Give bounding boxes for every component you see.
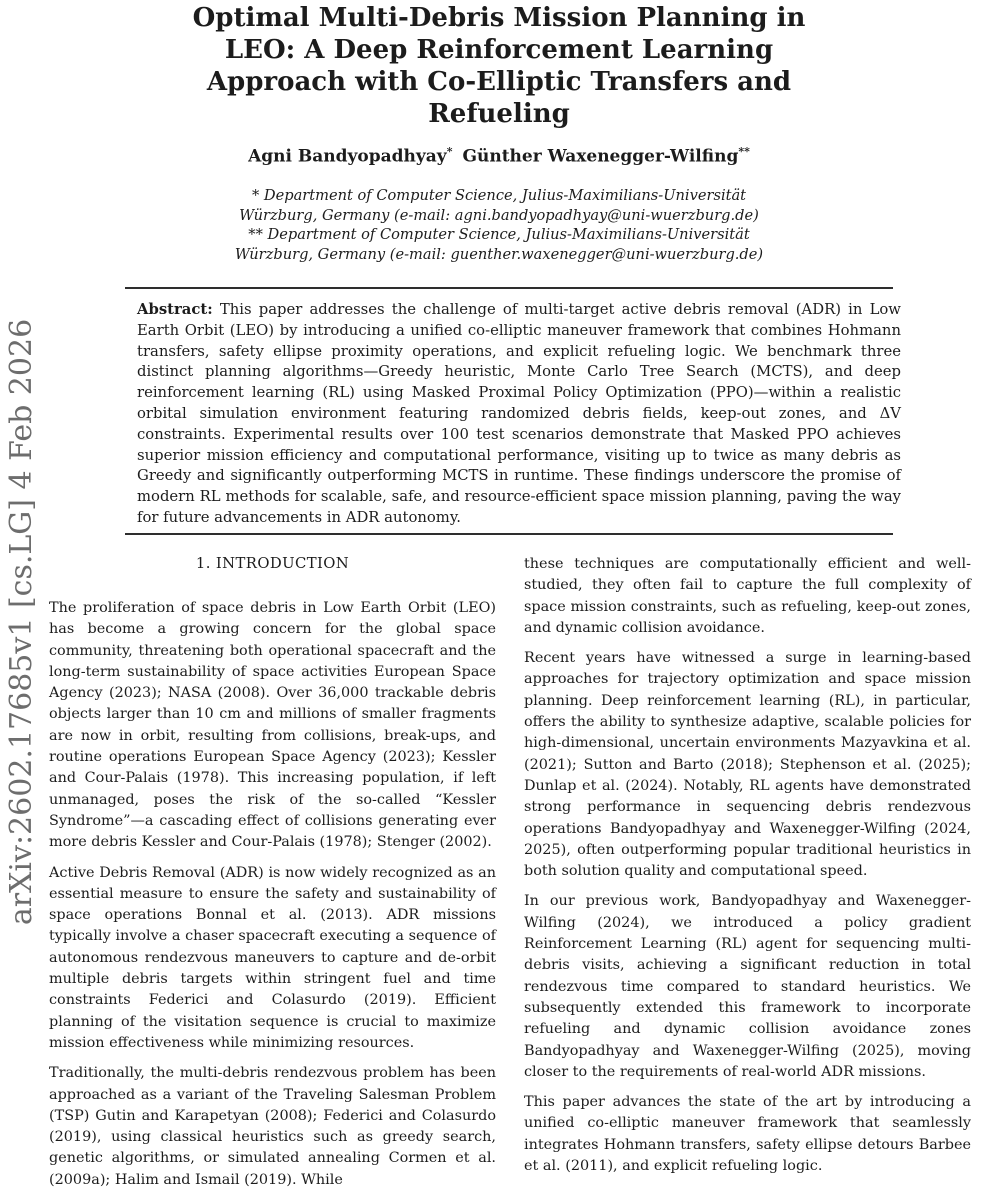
author-name: Günther Waxenegger-Wilfing	[462, 146, 739, 167]
section-heading-introduction: 1. INTRODUCTION	[195, 555, 350, 572]
abstract-bottom-rule	[125, 533, 893, 535]
body-paragraph: Recent years have witnessed a surge in learning-based approaches for trajectory optimization and space mission planning. Deep reinforcement learning (RL), in particular, offers the ability to synthesize adaptive, scalable policies for high-dimensional, uncertain environments Mazyavkina et al. (2021); Sutton and Barto (2018); Stephenson et al. (2025); Dunlap et al. (2024). Notably, RL agents have demonstrated strong performance in sequencing debris rendezvous operations Bandyopadhyay and Waxenegger-Wilfing (2024, 2025), often outperforming popular traditional heuristics in both solution quality and computational speed.	[524, 650, 971, 880]
title-line: Approach with Co-Elliptic Transfers and	[206, 67, 792, 97]
affiliation-line: Würzburg, Germany (e-mail: guenther.waxenegger@uni-wuerzburg.de)	[234, 245, 764, 263]
paper-title	[0, 2, 998, 130]
title-line: Refueling	[428, 99, 570, 129]
abstract-paragraph	[137, 300, 901, 529]
title-line: LEO: A Deep Reinforcement Learning	[224, 35, 774, 65]
right-column	[524, 554, 971, 1200]
abstract-text: This paper addresses the challenge of multi-target active debris removal (ADR) in Low Earth Orbit (LEO) by introducing a unified co-elliptic maneuver framework that combines Hohmann transfers, safety ellipse proximity operations, and explicit refueling logic. We benchmark three distinct planning algorithms—Greedy heuristic, Monte Carlo Tree Search (MCTS), and deep reinforcement learning (RL) using Masked Proximal Policy Optimization (PPO)—within a realistic orbital simulation environment featuring randomized debris fields, keep-out zones, and ΔV constraints. Experimental results over 100 test scenarios demonstrate that Masked PPO achieves superior mission efficiency and computational performance, visiting up to twice as many debris as Greedy and significantly outperforming MCTS in runtime. These findings underscore the promise of modern RL methods for scalable, safe, and resource-efficient space mission planning, paving the way for future advancements in ADR autonomy.	[137, 301, 901, 526]
body-paragraph: In our previous work, Bandyopadhyay and Waxenegger-Wilfing (2024), we introduced a policy gradient Reinforcement Learning (RL) agent for sequencing multi-debris visits, achieving a significant reduction in total rendezvous time compared to standard heuristics. We subsequently extended this framework to incorporate refueling and dynamic collision avoidance zones Bandyopadhyay and Waxenegger-Wilfing (2025), moving closer to the requirements of real-world ADR missions.	[524, 893, 971, 1080]
affiliation-line: * Department of Computer Science, Julius-Maximilians-Universität	[251, 187, 747, 204]
authors-line	[0, 145, 998, 167]
affiliation-line: ** Department of Computer Science, Julius-Maximilians-Universität	[248, 226, 750, 243]
left-column	[49, 554, 496, 1200]
body-paragraph: Traditionally, the multi-debris rendezvous problem has been approached as a variant of the Traveling Salesman Problem (TSP) Gutin and Karapetyan (2008); Federici and Colasurdo (2019), using classical heuristics such as greedy search, genetic algorithms, or simulated annealing Cormen et al. (2009a); Halim and Ismail (2019). While	[49, 1065, 496, 1188]
title-line: Optimal Multi-Debris Mission Planning in	[192, 3, 806, 33]
author-mark: **	[738, 145, 750, 158]
author-mark: *	[446, 145, 453, 158]
author-name: Agni Bandyopadhyay	[248, 146, 447, 167]
abstract-top-rule	[125, 287, 893, 289]
affiliation-line: Würzburg, Germany (e-mail: agni.bandyopadhyay@uni-wuerzburg.de)	[239, 206, 759, 224]
two-column-body	[49, 554, 971, 1200]
body-paragraph: Active Debris Removal (ADR) is now widely recognized as an essential measure to ensure the safety and sustainability of space operations Bonnal et al. (2013). ADR missions typically involve a chaser spacecraft executing a sequence of autonomous rendezvous maneuvers to capture and de-orbit multiple debris targets within stringent fuel and time constraints Federici and Colasurdo (2019). Efficient planning of the visitation sequence is crucial to maximize mission effectiveness while minimizing resources.	[49, 864, 496, 1051]
body-paragraph: these techniques are computationally efficient and well-studied, they often fail to capture the full complexity of space mission constraints, such as refueling, keep-out zones, and dynamic collision avoidance.	[524, 556, 971, 636]
body-paragraph: The proliferation of space debris in Low Earth Orbit (LEO) has become a growing concern for the global space community, threatening both operational spacecraft and the long-term sustainability of space activities European Space Agency (2023); NASA (2008). Over 36,000 trackable debris objects larger than 10 cm and millions of smaller fragments are now in orbit, resulting from collisions, break-ups, and routine operations European Space Agency (2023); Kessler and Cour-Palais (1978). This increasing population, if left unmanaged, poses the risk of the so-called “Kessler Syndrome”—a cascading effect of collisions generating ever more debris Kessler and Cour-Palais (1978); Stenger (2002).	[49, 600, 496, 851]
body-paragraph: This paper advances the state of the art by introducing a unified co-elliptic maneuver framework that seamlessly integrates Hohmann transfers, safety ellipse detours Barbee et al. (2011), and explicit refueling logic.	[524, 1094, 971, 1175]
affiliations-block	[0, 186, 998, 264]
abstract-label: Abstract:	[137, 301, 213, 318]
arxiv-watermark: arXiv:2602.17685v1 [cs.LG] 4 Feb 2026	[4, 318, 39, 926]
